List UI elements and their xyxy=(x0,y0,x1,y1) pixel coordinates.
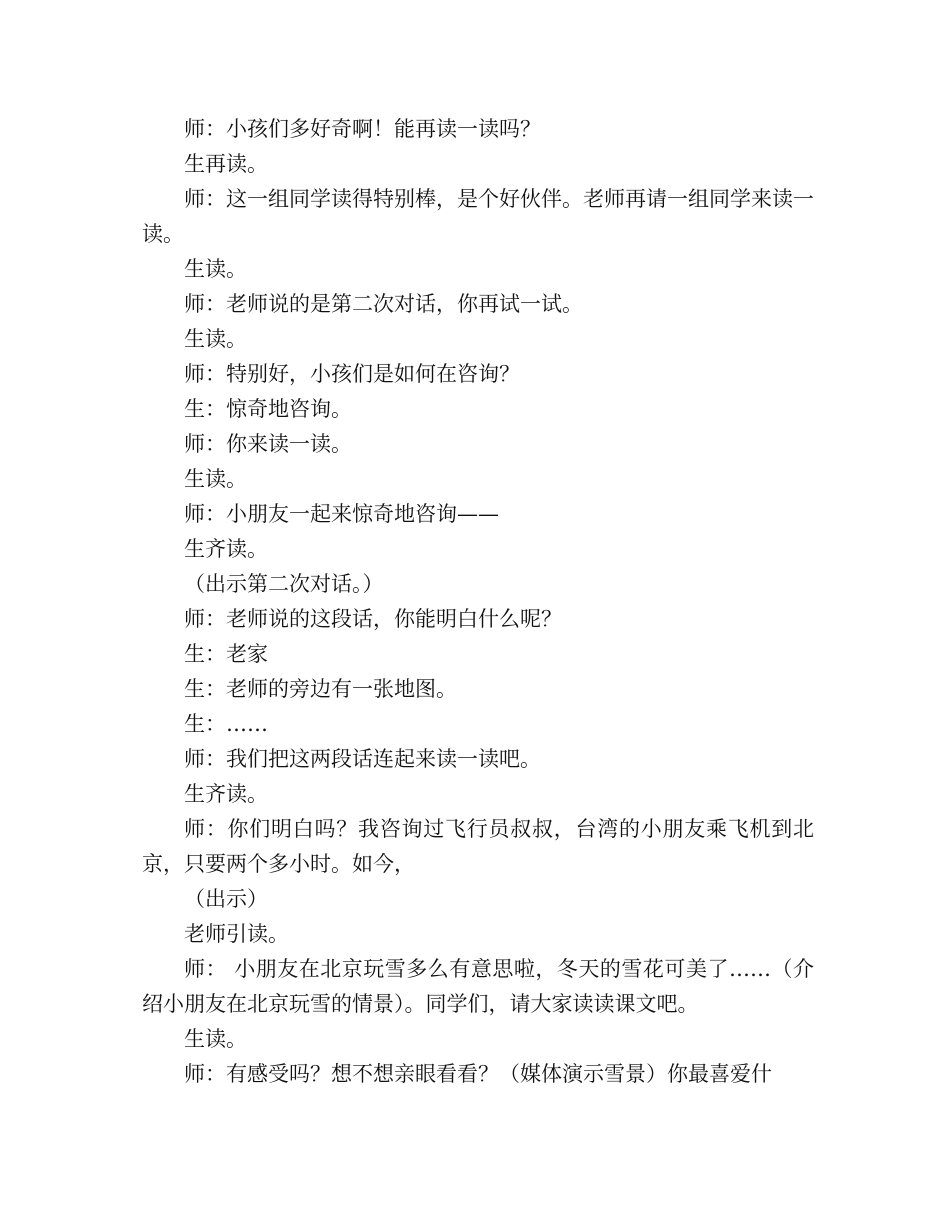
paragraph: 师：你来读一读。 xyxy=(184,432,352,456)
paragraph: 师： 小朋友在北京玩雪多么有意思啦，冬天的雪花可美了……（介绍小朋友在北京玩雪的情景）。同学们，请大家读读课文吧。 xyxy=(142,957,814,1016)
paragraph: 生再读。 xyxy=(184,152,268,176)
paragraph: 生：老家 xyxy=(184,642,268,666)
paragraph: 师：特别好，小孩们是如何在咨询？ xyxy=(184,362,520,386)
paragraph: 生齐读。 xyxy=(184,782,268,806)
paragraph: 老师引读。 xyxy=(184,922,289,946)
paragraph: 师：老师说的这段话，你能明白什么呢？ xyxy=(184,607,562,631)
paragraph: 生读。 xyxy=(184,467,247,491)
paragraph: 生读。 xyxy=(184,327,247,351)
document-body xyxy=(142,112,814,1092)
paragraph: 师：小孩们多好奇啊！能再读一读吗？ xyxy=(184,117,541,141)
paragraph: 师：老师说的是第二次对话，你再试一试。 xyxy=(184,292,583,316)
paragraph: 生：老师的旁边有一张地图。 xyxy=(184,677,457,701)
paragraph: （出示第二次对话。） xyxy=(184,572,384,596)
paragraph: （出示） xyxy=(184,887,268,911)
paragraph: 师：我们把这两段话连起来读一读吧。 xyxy=(184,747,541,771)
paragraph: 生齐读。 xyxy=(184,537,268,561)
paragraph: 生：惊奇地咨询。 xyxy=(184,397,352,421)
paragraph: 生读。 xyxy=(184,257,247,281)
paragraph: 生读。 xyxy=(184,1027,247,1051)
paragraph: 师：小朋友一起来惊奇地咨询—— xyxy=(184,502,499,526)
paragraph: 师：你们明白吗？我咨询过飞行员叔叔，台湾的小朋友乘飞机到北京，只要两个多小时。如今， xyxy=(142,817,814,876)
paragraph: 师：这一组同学读得特别棒，是个好伙伴。老师再请一组同学来读一读。 xyxy=(142,187,814,246)
paragraph: 生：…… xyxy=(184,712,268,736)
paragraph: 师：有感受吗？想不想亲眼看看？（媒体演示雪景）你最喜爱什 xyxy=(184,1062,772,1086)
